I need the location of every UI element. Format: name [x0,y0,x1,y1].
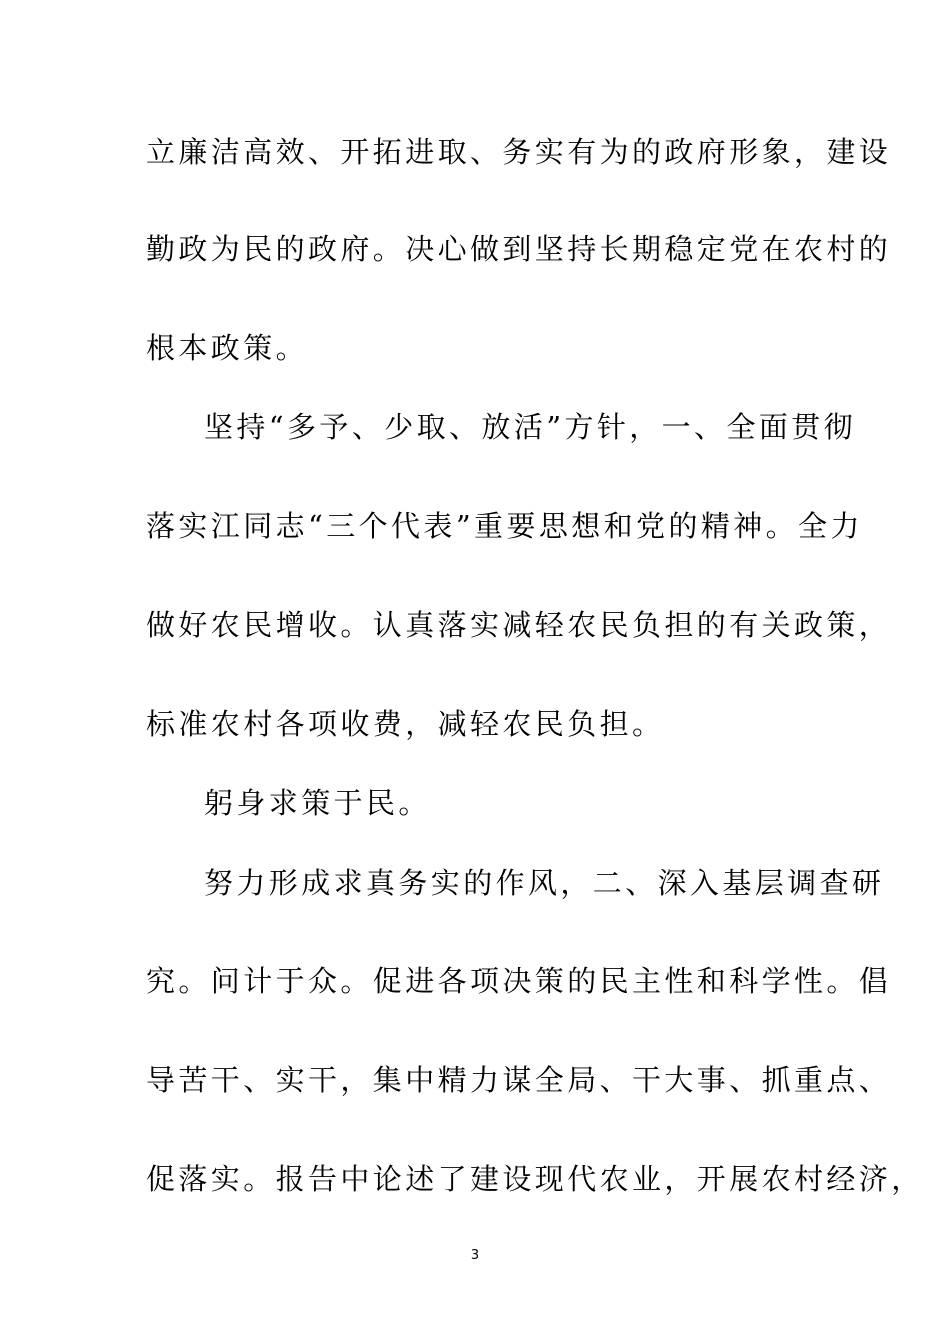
text-line: 究。问计于众。促进各项决策的民主性和科学性。倡 [146,964,892,998]
text-line: 落实江同志“三个代表”重要思想和党的精神。全力 [146,509,863,543]
text-line: 努力形成求真务实的作风，二、深入基层调查研 [204,866,885,900]
page-number: 3 [470,1248,480,1263]
text-line: 勤政为民的政府。决心做到坚持长期稳定党在农村的 [146,232,892,266]
text-line: 导苦干、实干，集中精力谋全局、干大事、抓重点、 [146,1063,892,1097]
text-line: 促落实。报告中论述了建设现代农业，开展农村经济， [146,1162,924,1196]
text-line: 根本政策。 [146,331,309,365]
text-line: 做好农民增收。认真落实减轻农民负担的有关政策， [146,608,892,642]
text-line: 立廉洁高效、开拓进取、务实有为的政府形象，建设 [146,135,892,169]
text-line: 标准农村各项收费，减轻农民负担。 [146,707,665,741]
text-line: 躬身求策于民。 [204,786,431,820]
text-line: 坚持“多予、少取、放活”方针，一、全面贯彻 [204,410,857,444]
